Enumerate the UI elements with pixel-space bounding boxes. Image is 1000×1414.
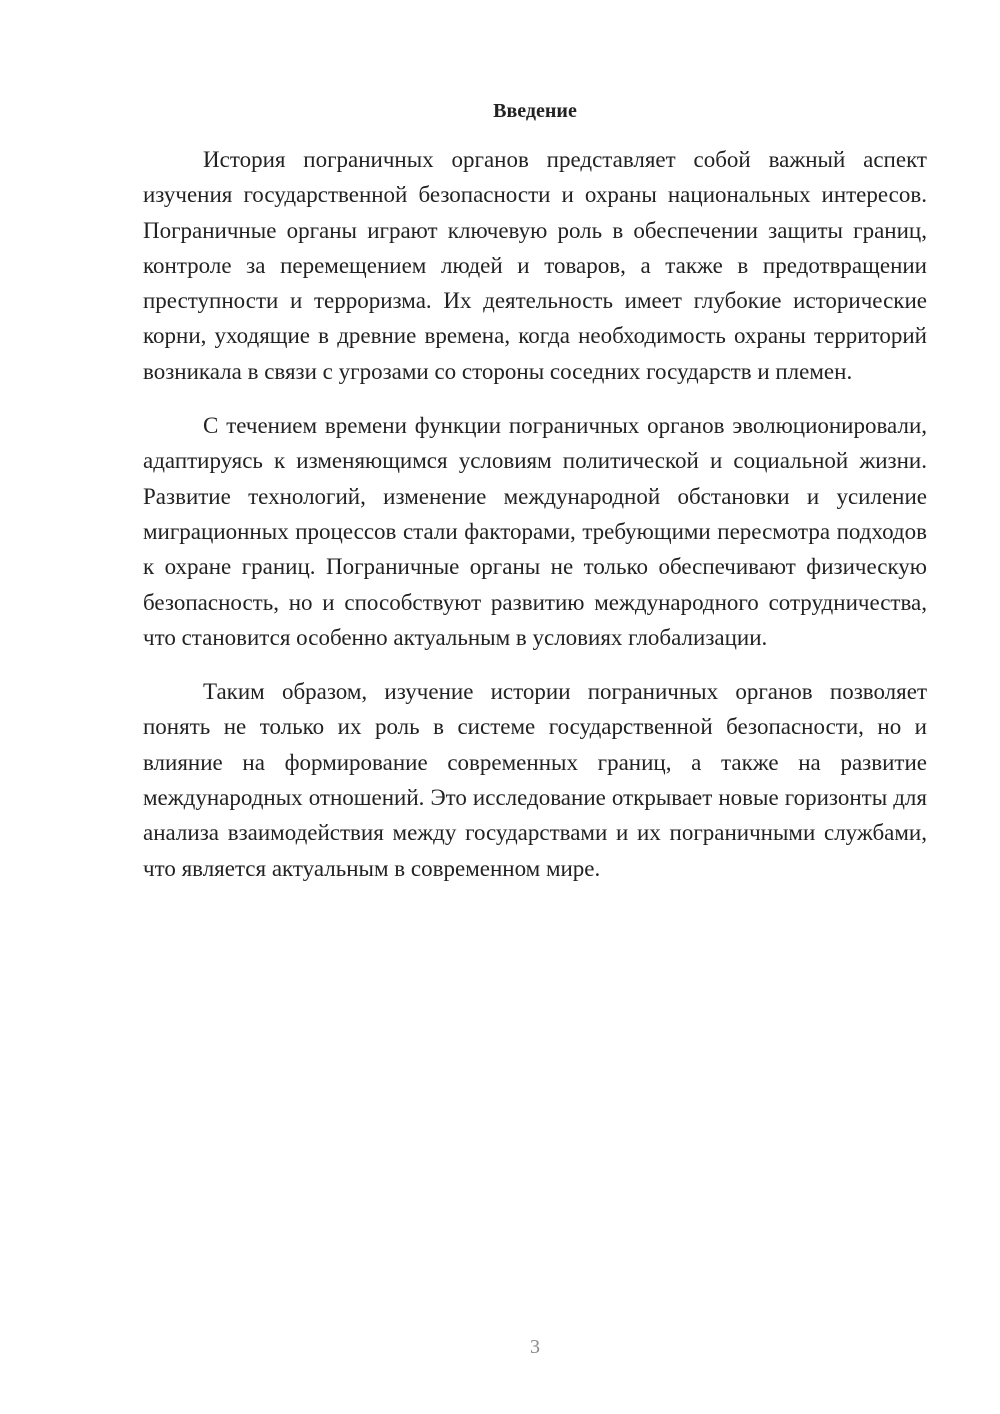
- paragraph-1: История пограничных органов представляет собой важный аспект изучения государственной безопасности и охраны национальных интересов. Пограничные органы играют ключевую роль в обеспечении защиты границ, контроле за перемещением людей и товаров, а также в предотвращении преступности и терроризма. Их деятельность имеет глубокие исторические корни, уходящие в древние времена, когда необходимость охраны территорий возникала в связи с угрозами со стороны соседних государств и племен.: [143, 147, 927, 384]
- page-title: Введение: [493, 100, 577, 122]
- page-number: 3: [530, 1336, 540, 1358]
- body-text: [143, 142, 927, 905]
- paragraph-3: Таким образом, изучение истории пограничных органов позволяет понять не только их роль в системе государственной безопасности, но и влияние на формирование современных границ, а также на развитие международных отношений. Это исследование открывает новые горизонты для анализа взаимодействия между государствами и их пограничными службами, что является актуальным в современном мире.: [143, 679, 927, 881]
- paragraph-2: С течением времени функции пограничных органов эволюционировали, адаптируясь к изменяющимся условиям политической и социальной жизни. Развитие технологий, изменение международной обстановки и усиление миграционных процессов стали факторами, требующими пересмотра подходов к охране границ. Пограничные органы не только обеспечивают физическую безопасность, но и способствуют развитию международного сотрудничества, что становится особенно актуальным в условиях глобализации.: [143, 413, 927, 650]
